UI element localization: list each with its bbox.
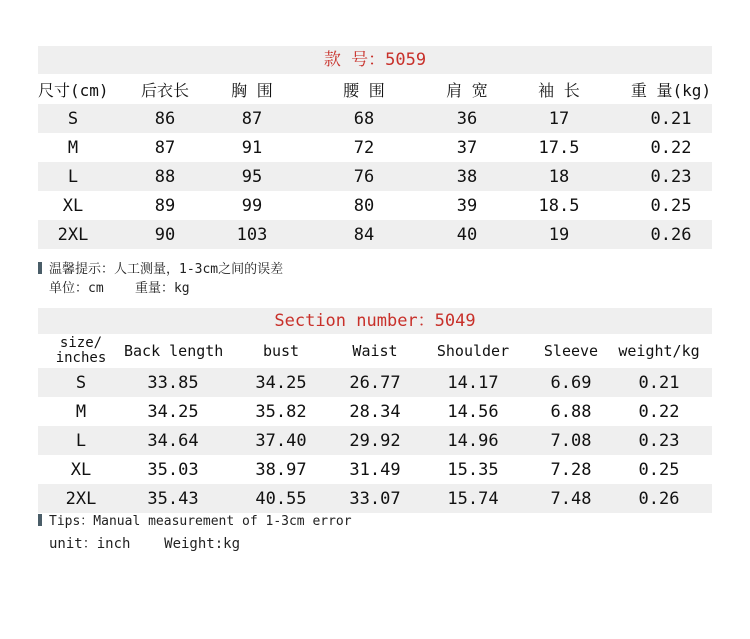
cn-cell-shoulder: 38: [456, 166, 478, 187]
cn-cell-bust: 103: [236, 224, 268, 245]
en-cell-weight: 0.26: [638, 488, 680, 509]
cn-header-waist: 腰 围: [343, 80, 385, 100]
en-note-units: unit：inch Weight:kg: [49, 536, 241, 552]
en-cell-shoulder: 15.35: [447, 459, 499, 480]
en-cell-sleeve: 6.88: [550, 401, 592, 422]
cn-cell-shoulder: 40: [456, 224, 478, 245]
en-table-body: [38, 368, 712, 513]
cn-cell-shoulder: 39: [456, 195, 478, 216]
cn-cell-size: 2XL: [57, 224, 89, 245]
cn-table-body: [38, 104, 712, 249]
cn-table-row: [38, 162, 712, 191]
en-cell-bust: 38.97: [255, 459, 307, 480]
en-note: [38, 510, 352, 553]
en-header-waist: Waist: [352, 342, 398, 360]
cn-cell-bust: 91: [241, 137, 263, 158]
cn-cell-waist: 80: [353, 195, 375, 216]
en-cell-sleeve: 7.48: [550, 488, 592, 509]
cn-cell-shoulder: 37: [456, 137, 478, 158]
en-header-size: [38, 336, 124, 366]
cn-cell-back-length: 86: [154, 108, 176, 129]
cn-table-row: [38, 133, 712, 162]
cn-cell-size: L: [67, 166, 79, 187]
en-table-title: Section number：5049: [38, 308, 712, 334]
en-cell-waist: 33.07: [349, 488, 401, 509]
en-header-size-line2: inches: [55, 350, 107, 366]
cn-cell-weight: 0.23: [650, 166, 692, 187]
en-cell-waist: 29.92: [349, 430, 401, 451]
cn-cell-waist: 76: [353, 166, 375, 187]
en-cell-waist: 28.34: [349, 401, 401, 422]
en-table-row: [38, 368, 712, 397]
cn-table-row: [38, 191, 712, 220]
cn-cell-waist: 84: [353, 224, 375, 245]
note-marker: [38, 262, 42, 274]
en-header-weight: weight/kg: [618, 342, 700, 360]
cn-table-row: [38, 220, 712, 249]
cn-cell-weight: 0.22: [650, 137, 692, 158]
cn-header-size: 尺寸(cm): [38, 80, 109, 100]
cn-cell-size: XL: [62, 195, 84, 216]
en-header-sleeve: Sleeve: [543, 342, 599, 360]
cn-header-weight: 重 量(kg): [630, 80, 712, 100]
en-cell-back-length: 33.85: [147, 372, 199, 393]
cn-cell-sleeve: 17.5: [538, 137, 580, 158]
cn-size-table: [38, 46, 712, 249]
en-cell-weight: 0.23: [638, 430, 680, 451]
cn-cell-back-length: 89: [154, 195, 176, 216]
en-cell-shoulder: 14.56: [447, 401, 499, 422]
cn-table-title: 款 号：5059: [38, 46, 712, 74]
cn-cell-size: S: [67, 108, 79, 129]
en-cell-size: 2XL: [65, 488, 97, 509]
en-cell-weight: 0.25: [638, 459, 680, 480]
en-header-bust: bust: [262, 342, 300, 360]
cn-cell-weight: 0.21: [650, 108, 692, 129]
cn-cell-back-length: 88: [154, 166, 176, 187]
en-cell-weight: 0.22: [638, 401, 680, 422]
cn-header-back-length: 后衣长: [140, 80, 189, 100]
en-header-size-line1: size/: [59, 335, 103, 351]
en-header-row: [38, 334, 712, 368]
en-cell-waist: 31.49: [349, 459, 401, 480]
en-cell-sleeve: 6.69: [550, 372, 592, 393]
en-cell-shoulder: 15.74: [447, 488, 499, 509]
en-header-back-length: Back length: [124, 342, 224, 360]
cn-cell-shoulder: 36: [456, 108, 478, 129]
cn-header-row: [38, 74, 712, 104]
cn-cell-waist: 72: [353, 137, 375, 158]
cn-cell-bust: 99: [241, 195, 263, 216]
cn-cell-weight: 0.25: [650, 195, 692, 216]
cn-header-bust: 胸 围: [231, 80, 273, 100]
en-note-tips: Tips：Manual measurement of 1-3cm error: [49, 514, 352, 529]
cn-cell-sleeve: 18: [548, 166, 570, 187]
en-cell-back-length: 35.03: [147, 459, 199, 480]
en-table-row: [38, 455, 712, 484]
en-cell-bust: 40.55: [255, 488, 307, 509]
cn-note-tips: 温馨提示：人工测量，1-3cm之间的误差: [49, 262, 284, 277]
en-cell-back-length: 34.64: [147, 430, 199, 451]
cn-cell-back-length: 87: [154, 137, 176, 158]
en-cell-shoulder: 14.96: [447, 430, 499, 451]
cn-cell-bust: 87: [241, 108, 263, 129]
en-cell-sleeve: 7.28: [550, 459, 592, 480]
en-cell-waist: 26.77: [349, 372, 401, 393]
en-table-row: [38, 484, 712, 513]
en-cell-size: L: [75, 430, 87, 451]
cn-cell-sleeve: 18.5: [538, 195, 580, 216]
en-cell-bust: 34.25: [255, 372, 307, 393]
en-cell-bust: 37.40: [255, 430, 307, 451]
cn-cell-size: M: [67, 137, 79, 158]
en-cell-sleeve: 7.08: [550, 430, 592, 451]
en-cell-back-length: 34.25: [147, 401, 199, 422]
en-cell-size: M: [75, 401, 87, 422]
cn-header-sleeve: 袖 长: [538, 80, 580, 100]
en-table-row: [38, 426, 712, 455]
en-cell-bust: 35.82: [255, 401, 307, 422]
cn-cell-sleeve: 19: [548, 224, 570, 245]
cn-note-units: 单位：cm 重量：kg: [49, 281, 190, 296]
en-size-table: [38, 308, 712, 513]
en-table-row: [38, 397, 712, 426]
cn-cell-bust: 95: [241, 166, 263, 187]
en-cell-weight: 0.21: [638, 372, 680, 393]
cn-cell-sleeve: 17: [548, 108, 570, 129]
cn-note: [38, 258, 283, 296]
cn-cell-weight: 0.26: [650, 224, 692, 245]
en-cell-back-length: 35.43: [147, 488, 199, 509]
cn-header-shoulder: 肩 宽: [446, 80, 488, 100]
en-cell-size: S: [75, 372, 87, 393]
cn-cell-waist: 68: [353, 108, 375, 129]
cn-cell-back-length: 90: [154, 224, 176, 245]
en-cell-size: XL: [70, 459, 92, 480]
cn-table-row: [38, 104, 712, 133]
note-marker: [38, 514, 42, 526]
en-cell-shoulder: 14.17: [447, 372, 499, 393]
en-header-shoulder: Shoulder: [436, 342, 510, 360]
